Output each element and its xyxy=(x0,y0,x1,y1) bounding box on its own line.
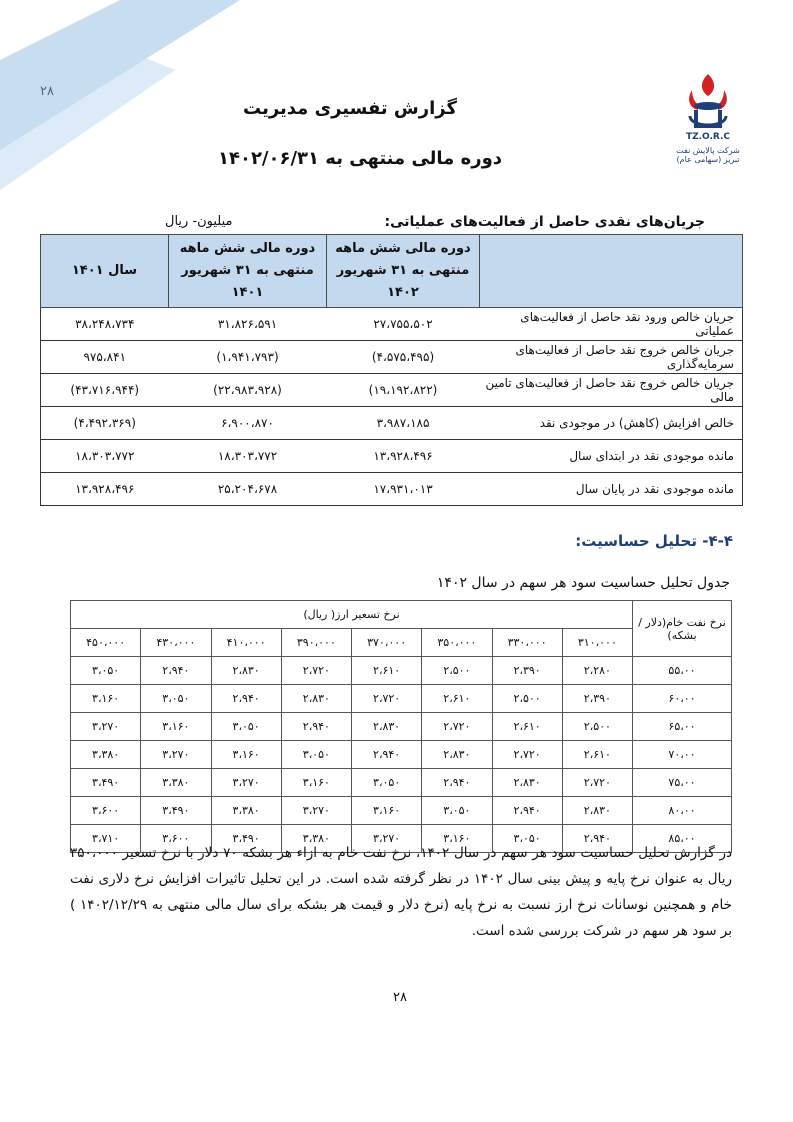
cashflow-header-cell: سال ۱۴۰۱ xyxy=(41,235,169,308)
eps-cell: ۲،۸۳۰ xyxy=(211,657,281,685)
eps-cell: ۲،۵۰۰ xyxy=(562,713,632,741)
cashflow-header-row xyxy=(41,235,743,308)
table-row xyxy=(71,657,732,685)
eps-cell: ۲،۹۴۰ xyxy=(211,685,281,713)
cell-value: ۳۱،۸۲۶،۵۹۱ xyxy=(169,308,327,341)
cell-value: (۲۲،۹۸۳،۹۲۸) xyxy=(169,374,327,407)
eps-cell: ۳،۰۵۰ xyxy=(352,769,422,797)
eps-cell: ۲،۸۳۰ xyxy=(352,713,422,741)
cell-value: ۱۸،۳۰۳،۷۷۲ xyxy=(169,440,327,473)
cell-value: ۱۸،۳۰۳،۷۷۲ xyxy=(41,440,169,473)
eps-cell: ۳،۰۵۰ xyxy=(422,797,492,825)
eps-cell: ۳،۳۸۰ xyxy=(281,825,351,853)
table-row xyxy=(41,440,743,473)
group-header: نرخ تسعیر ارز( ریال) xyxy=(71,601,633,629)
eps-cell: ۲،۹۴۰ xyxy=(281,713,351,741)
row-label: خالص افزایش (کاهش) در موجودی نقد xyxy=(480,407,743,440)
eps-cell: ۲،۳۹۰ xyxy=(492,657,562,685)
sensitivity-group-row xyxy=(71,601,732,629)
eps-cell: ۳،۴۹۰ xyxy=(211,825,281,853)
eps-cell: ۲،۹۴۰ xyxy=(492,797,562,825)
table-row xyxy=(71,741,732,769)
column-header: ۳۵۰،۰۰۰ xyxy=(422,629,492,657)
oil-price-cell: ۶۵،۰۰ xyxy=(633,713,732,741)
cell-value: (۴۳،۷۱۶،۹۴۴) xyxy=(41,374,169,407)
cashflow-header-cell xyxy=(480,235,743,308)
logo-text: TZ.O.R.C xyxy=(685,132,731,142)
eps-cell: ۳،۲۷۰ xyxy=(352,825,422,853)
cell-value: ۶،۹۰۰،۸۷۰ xyxy=(169,407,327,440)
row-header: نرخ نفت خام(دلار /بشکه) xyxy=(633,601,732,657)
eps-cell: ۲،۸۳۰ xyxy=(422,741,492,769)
row-label: جریان خالص خروج نقد حاصل از فعالیت‌های سرمایه‌گذاری xyxy=(480,341,743,374)
section-title: ۴-۴- تحلیل حساسیت: xyxy=(575,532,733,550)
cell-value: ۲۵،۲۰۴،۶۷۸ xyxy=(169,473,327,506)
eps-cell: ۲،۷۲۰ xyxy=(422,713,492,741)
column-header: ۳۱۰،۰۰۰ xyxy=(562,629,632,657)
eps-cell: ۳،۱۶۰ xyxy=(422,825,492,853)
eps-cell: ۲،۶۱۰ xyxy=(562,741,632,769)
cell-value: (۴،۴۹۲،۳۶۹) xyxy=(41,407,169,440)
eps-cell: ۳،۳۸۰ xyxy=(141,769,211,797)
eps-cell: ۳،۰۵۰ xyxy=(492,825,562,853)
eps-cell: ۳،۱۶۰ xyxy=(352,797,422,825)
cashflow-header-cell: دوره مالی شش ماهه منتهی به ۳۱ شهریور ۱۴۰۲ xyxy=(327,235,480,308)
logo-caption: شرکت پالایش نفت تبریز (سهامی عام) xyxy=(676,146,740,164)
cashflow-heading: جریان‌های نقدی حاصل از فعالیت‌های عملیاتی: xyxy=(384,214,705,230)
cell-value: ۲۷،۷۵۵،۵۰۲ xyxy=(327,308,480,341)
cell-value: ۳،۹۸۷،۱۸۵ xyxy=(327,407,480,440)
flame-icon xyxy=(668,70,748,132)
sensitivity-table xyxy=(70,600,732,853)
table-row xyxy=(41,374,743,407)
eps-cell: ۲،۷۲۰ xyxy=(352,685,422,713)
table-row xyxy=(71,713,732,741)
company-logo xyxy=(668,70,748,180)
eps-cell: ۳،۰۵۰ xyxy=(71,657,141,685)
eps-cell: ۳،۱۶۰ xyxy=(281,769,351,797)
cashflow-table xyxy=(40,234,743,506)
table-row xyxy=(41,308,743,341)
eps-cell: ۲،۹۴۰ xyxy=(141,657,211,685)
oil-price-cell: ۷۵،۰۰ xyxy=(633,769,732,797)
oil-price-cell: ۷۰،۰۰ xyxy=(633,741,732,769)
eps-cell: ۲،۶۱۰ xyxy=(422,685,492,713)
eps-cell: ۲،۳۹۰ xyxy=(562,685,632,713)
eps-cell: ۳،۷۱۰ xyxy=(71,825,141,853)
eps-cell: ۳،۴۹۰ xyxy=(141,797,211,825)
eps-cell: ۳،۳۸۰ xyxy=(211,797,281,825)
eps-cell: ۲،۹۴۰ xyxy=(422,769,492,797)
cell-value: (۴،۵۷۵،۴۹۵) xyxy=(327,341,480,374)
eps-cell: ۲،۵۰۰ xyxy=(422,657,492,685)
cell-value: ۹۷۵،۸۴۱ xyxy=(41,341,169,374)
cell-value: ۱۷،۹۳۱،۰۱۳ xyxy=(327,473,480,506)
eps-cell: ۳،۱۶۰ xyxy=(141,713,211,741)
eps-cell: ۲،۹۴۰ xyxy=(562,825,632,853)
row-label: مانده موجودی نقد در ابتدای سال xyxy=(480,440,743,473)
eps-cell: ۳،۲۷۰ xyxy=(211,769,281,797)
page-number-top: ۲۸ xyxy=(40,84,54,99)
report-period: دوره مالی منتهی به ۱۴۰۲/۰۶/۳۱ xyxy=(217,148,502,169)
row-label: مانده موجودی نقد در پایان سال xyxy=(480,473,743,506)
eps-cell: ۲،۷۲۰ xyxy=(281,657,351,685)
eps-cell: ۲،۸۳۰ xyxy=(281,685,351,713)
oil-price-cell: ۶۰،۰۰ xyxy=(633,685,732,713)
table-row xyxy=(71,685,732,713)
eps-cell: ۳،۱۶۰ xyxy=(71,685,141,713)
cell-value: ۳۸،۲۴۸،۷۳۴ xyxy=(41,308,169,341)
oil-price-cell: ۸۰،۰۰ xyxy=(633,797,732,825)
column-header: ۴۳۰،۰۰۰ xyxy=(141,629,211,657)
explanation-paragraph: در گزارش تحلیل حساسیت سود هر سهم در سال ۱۴۰۲، نرخ نفت خام به ازاء هر بشکه ۷۰ دلار با نرخ تسعیر ۳۵۰،۰۰۰ ریال به عنوان نرخ پایه و پیش بینی سال ۱۴۰۲ در نظر گرفته شده است. در این تحلیل تاثیرات افزایش نرخ دلاری نفت خام و همچنین نوسانات نرخ ارز نسبت به نرخ پایه (نرخ دلار و قیمت هر بشکه برای سال مالی منتهی به ۱۴۰۲/۱۲/۲۹ ) بر سود هر سهم در شرکت بررسی شده است. xyxy=(70,845,732,939)
eps-cell: ۲،۶۱۰ xyxy=(492,713,562,741)
report-title: گزارش تفسیری مدیریت xyxy=(243,98,457,119)
column-header: ۳۳۰،۰۰۰ xyxy=(492,629,562,657)
column-header: ۴۱۰،۰۰۰ xyxy=(211,629,281,657)
eps-cell: ۳،۰۵۰ xyxy=(141,685,211,713)
cashflow-header-cell: دوره مالی شش ماهه منتهی به ۳۱ شهریور ۱۴۰۱ xyxy=(169,235,327,308)
eps-cell: ۲،۸۳۰ xyxy=(562,797,632,825)
eps-cell: ۲،۹۴۰ xyxy=(352,741,422,769)
eps-cell: ۳،۴۹۰ xyxy=(71,769,141,797)
column-header: ۳۷۰،۰۰۰ xyxy=(352,629,422,657)
eps-cell: ۳،۳۸۰ xyxy=(71,741,141,769)
eps-cell: ۲،۶۱۰ xyxy=(352,657,422,685)
column-header: ۴۵۰،۰۰۰ xyxy=(71,629,141,657)
cell-value: (۱۹،۱۹۲،۸۲۲) xyxy=(327,374,480,407)
oil-price-cell: ۸۵،۰۰ xyxy=(633,825,732,853)
cell-value: ۱۳،۹۲۸،۴۹۶ xyxy=(41,473,169,506)
eps-cell: ۳،۰۵۰ xyxy=(281,741,351,769)
eps-cell: ۲،۷۲۰ xyxy=(492,741,562,769)
sensitivity-caption: جدول تحلیل حساسیت سود هر سهم در سال ۱۴۰۲ xyxy=(436,575,730,591)
eps-cell: ۳،۲۷۰ xyxy=(281,797,351,825)
eps-cell: ۳،۰۵۰ xyxy=(211,713,281,741)
eps-cell: ۳،۲۷۰ xyxy=(71,713,141,741)
page-number-bottom: ۲۸ xyxy=(393,990,407,1005)
table-row xyxy=(41,407,743,440)
column-header: ۳۹۰،۰۰۰ xyxy=(281,629,351,657)
eps-cell: ۲،۸۳۰ xyxy=(492,769,562,797)
table-row xyxy=(41,341,743,374)
sensitivity-column-row xyxy=(71,629,732,657)
row-label: جریان خالص ورود نقد حاصل از فعالیت‌های عملیاتی xyxy=(480,308,743,341)
eps-cell: ۲،۷۲۰ xyxy=(562,769,632,797)
eps-cell: ۳،۱۶۰ xyxy=(211,741,281,769)
eps-cell: ۲،۲۸۰ xyxy=(562,657,632,685)
table-row xyxy=(71,769,732,797)
oil-price-cell: ۵۵،۰۰ xyxy=(633,657,732,685)
eps-cell: ۲،۵۰۰ xyxy=(492,685,562,713)
table-row xyxy=(41,473,743,506)
eps-cell: ۳،۲۷۰ xyxy=(141,741,211,769)
row-label: جریان خالص خروج نقد حاصل از فعالیت‌های تامین مالی xyxy=(480,374,743,407)
table-row xyxy=(71,797,732,825)
cell-value: ۱۳،۹۲۸،۴۹۶ xyxy=(327,440,480,473)
cell-value: (۱،۹۴۱،۷۹۳) xyxy=(169,341,327,374)
eps-cell: ۳،۶۰۰ xyxy=(141,825,211,853)
cashflow-unit: میلیون- ریال xyxy=(165,214,233,229)
eps-cell: ۳،۶۰۰ xyxy=(71,797,141,825)
